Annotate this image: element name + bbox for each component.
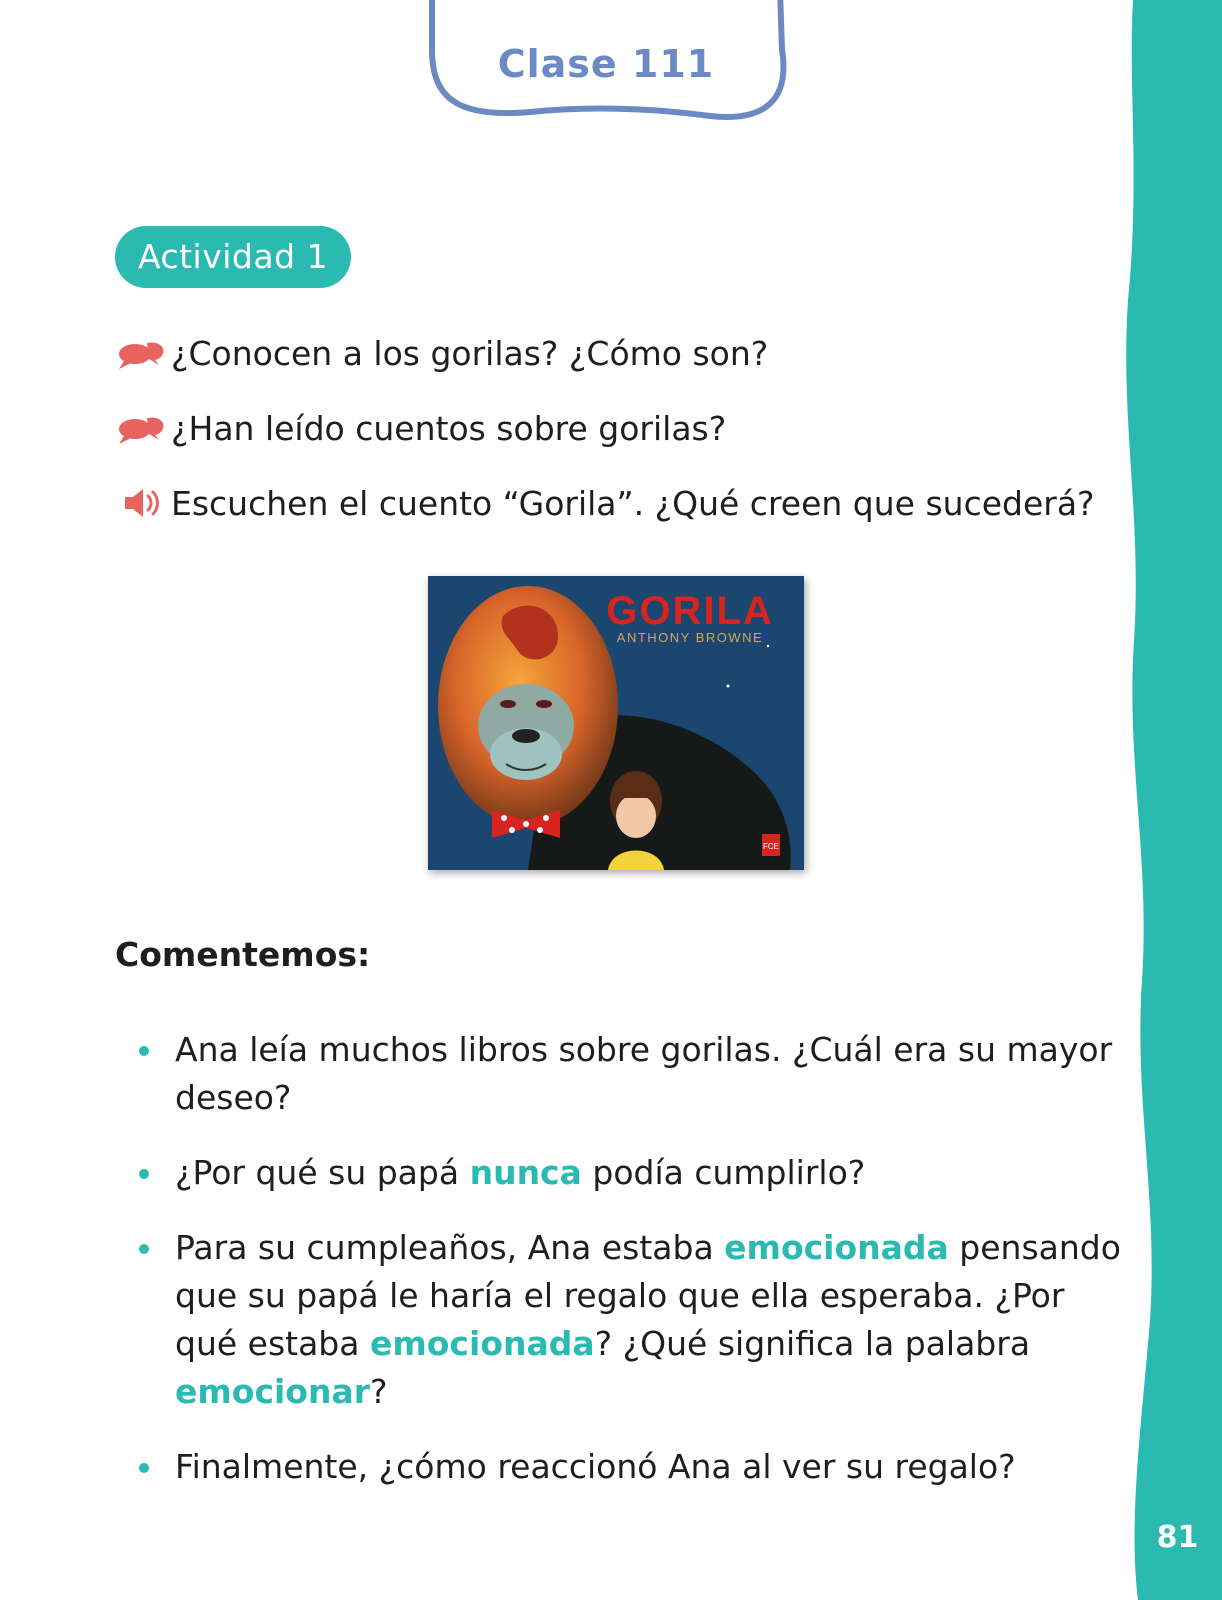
highlighted-word: emocionar bbox=[175, 1372, 371, 1411]
prompt-text: ¿Han leído cuentos sobre gorilas? bbox=[171, 408, 727, 448]
bullet-dot bbox=[139, 1244, 149, 1254]
book-cover-gorila bbox=[428, 576, 804, 870]
highlighted-word: nunca bbox=[469, 1153, 582, 1192]
discussion-text: Ana leía muchos libros sobre gorilas. ¿Cuál era su mayor deseo? bbox=[175, 1030, 1113, 1117]
discussion-item bbox=[115, 1149, 1125, 1197]
prompt-text: ¿Conocen a los gorilas? ¿Cómo son? bbox=[171, 333, 769, 373]
discussion-item bbox=[115, 1026, 1125, 1122]
book-author: ANTHONY BROWNE bbox=[616, 630, 764, 645]
speech-bubbles-icon bbox=[115, 408, 167, 448]
discussion-text: Finalmente, ¿cómo reaccionó Ana al ver su regalo? bbox=[175, 1447, 1016, 1486]
bullet-dot bbox=[139, 1169, 149, 1179]
discussion-item bbox=[115, 1224, 1125, 1416]
prompt-text: Escuchen el cuento “Gorila”. ¿Qué creen que sucederá? bbox=[171, 483, 1095, 523]
bullet-dot bbox=[139, 1463, 149, 1473]
activity-badge: Actividad 1 bbox=[115, 226, 351, 288]
highlighted-word: emocionada bbox=[369, 1324, 595, 1363]
publisher-mark: FCE bbox=[763, 842, 779, 851]
page-number: 81 bbox=[1156, 1520, 1199, 1555]
discussion-text: podía cumplirlo? bbox=[581, 1153, 866, 1192]
highlighted-word: emocionada bbox=[724, 1228, 949, 1267]
discussion-text: ¿Por qué su papá bbox=[175, 1153, 470, 1192]
discussion-text: ? bbox=[370, 1372, 388, 1411]
book-title: GORILA bbox=[606, 589, 774, 633]
discussion-text: pensando que su papá le haría el regalo que ella esperaba. ¿Por qué estaba bbox=[175, 1228, 1121, 1363]
discussion-list bbox=[115, 1026, 1125, 1518]
speaker-icon bbox=[115, 483, 167, 523]
prompt-1 bbox=[115, 328, 768, 378]
discussion-text: Para su cumpleaños, Ana estaba bbox=[175, 1228, 725, 1267]
speech-bubbles-icon bbox=[115, 333, 167, 373]
class-title: Clase 111 bbox=[497, 42, 715, 86]
prompt-3 bbox=[115, 478, 1095, 528]
bullet-dot bbox=[139, 1046, 149, 1056]
discussion-heading: Comentemos: bbox=[115, 935, 371, 974]
discussion-text: ? ¿Qué significa la palabra bbox=[594, 1324, 1031, 1363]
discussion-item bbox=[115, 1443, 1125, 1491]
prompt-2 bbox=[115, 403, 726, 453]
